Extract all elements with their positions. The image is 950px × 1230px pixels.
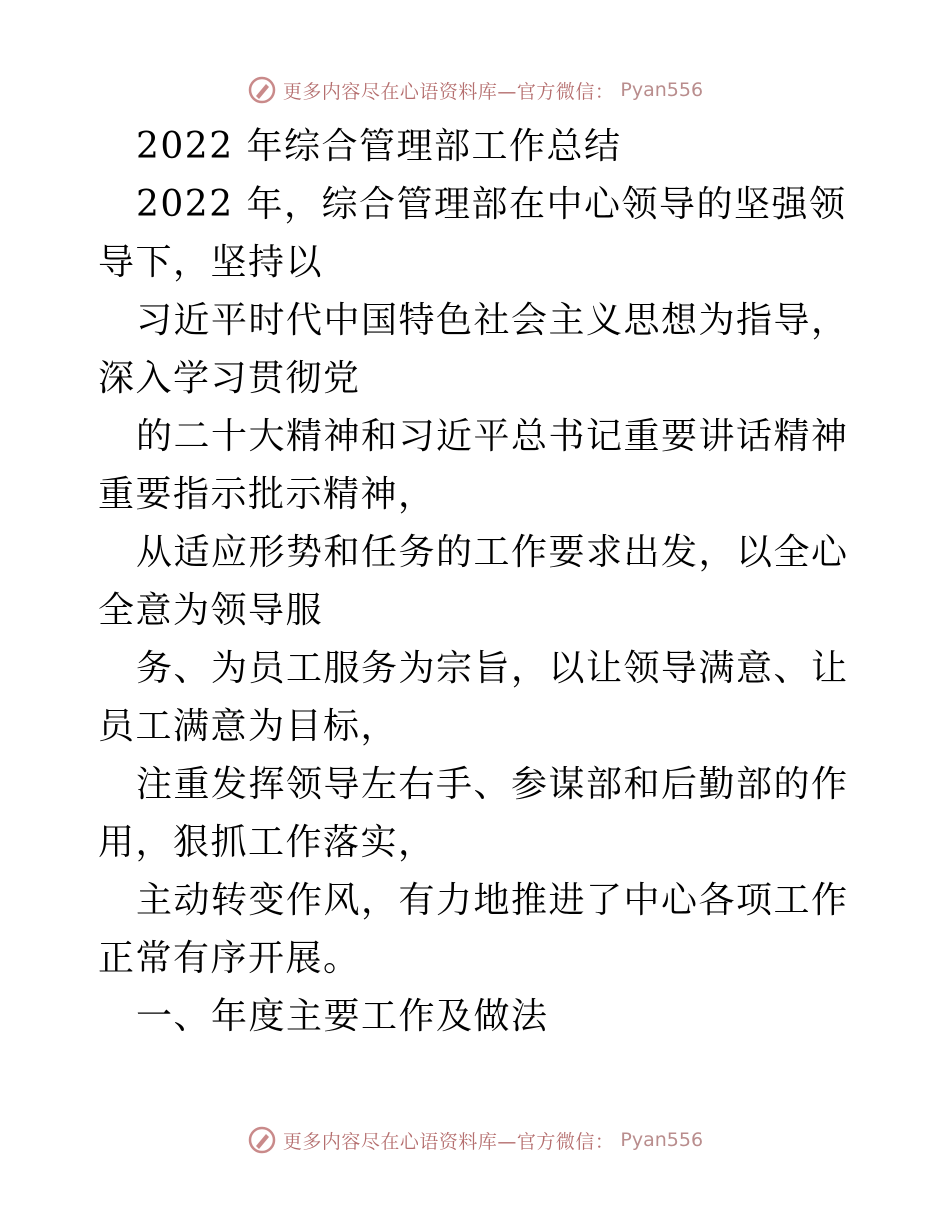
watermark-handle: Pyan556	[620, 79, 704, 101]
paragraph-7: 主动转变作风，有力地推进了中心各项工作正常有序开展。	[98, 880, 849, 979]
document-title: 2022 年综合管理部工作总结	[136, 126, 622, 167]
paragraph-4: 从适应形势和任务的工作要求出发，以全心全意为领导服	[98, 532, 849, 631]
paragraph-2: 习近平时代中国特色社会主义思想为指导，深入学习贯彻党	[98, 300, 849, 399]
paragraph-5: 务、为员工服务为宗旨，以让领导满意、让员工满意为目标，	[98, 648, 849, 747]
paragraph-1: 2022 年，综合管理部在中心领导的坚强领导下，坚持以	[98, 184, 847, 283]
watermark-handle: Pyan556	[620, 1129, 704, 1151]
paragraph-6: 注重发挥领导左右手、参谋部和后勤部的作用，狠抓工作落实，	[98, 764, 849, 863]
watermark-text: 更多内容尽在心语资料库—官方微信：	[282, 1130, 615, 1153]
footer-watermark	[0, 1120, 950, 1160]
section-heading-1: 一、年度主要工作及做法	[136, 996, 549, 1037]
paragraph-3: 的二十大精神和习近平总书记重要讲话精神重要指示批示精神，	[98, 416, 849, 515]
pen-logo-icon	[247, 75, 277, 105]
header-watermark	[0, 70, 950, 110]
pen-logo-icon	[247, 1125, 277, 1155]
document-body	[98, 118, 858, 1046]
watermark-text: 更多内容尽在心语资料库—官方微信：	[282, 80, 615, 103]
